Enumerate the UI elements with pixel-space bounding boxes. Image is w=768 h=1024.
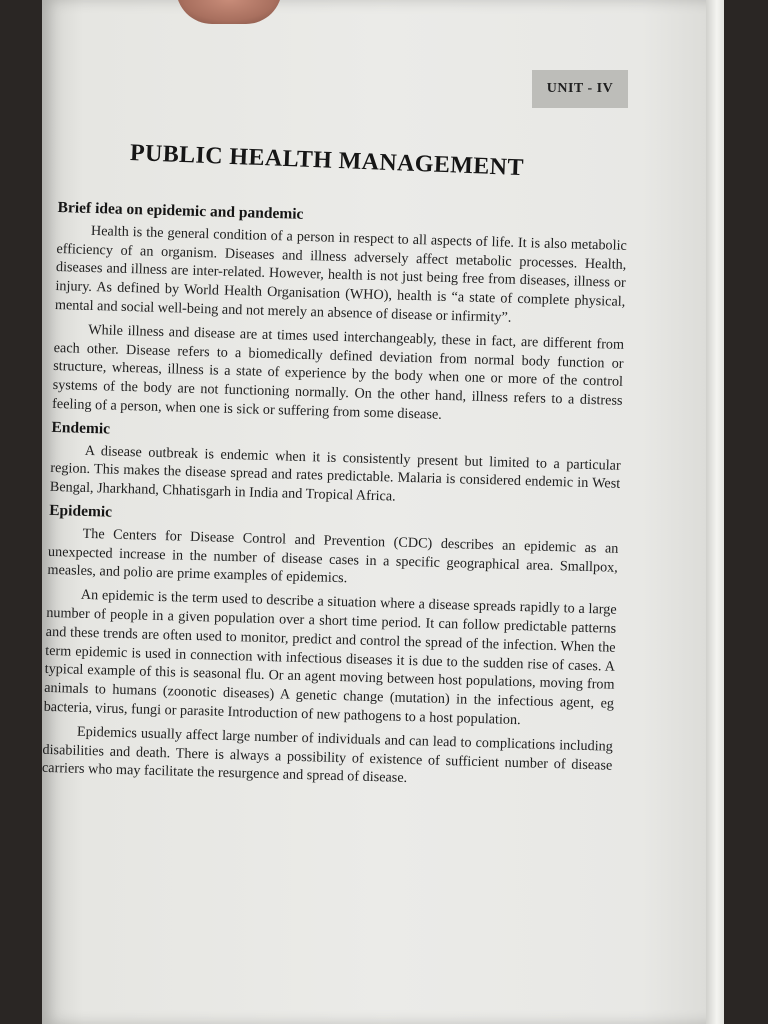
unit-label: UNIT - IV bbox=[532, 70, 628, 108]
body-text bbox=[42, 195, 628, 799]
paragraph: Epidemics usually affect large number of individuals and can lead to complications including disabilities and death. There is always a possibility of existence of sufficient number of disease carriers who may facilitate the resurgence and spread of disease. bbox=[41, 723, 614, 787]
page-title: PUBLIC HEALTH MANAGEMENT bbox=[129, 140, 525, 182]
paragraph: An epidemic is the term used to describe a situation where a disease spreads rapidly to a large number of people in a given population over a short time period. It can follow predictable patterns and these trends are often used to monitor, predict and control the spread of the infection. When the term epidemic is used in connection with infectious diseases it is due to the sudden rise of cases. A typical example of this is seasonal flu. Or an agent moving between host populations, moving from animals to humans (zoonotic diseases) A genetic change (mutation) in the infectious agent, eg bacteria, virus, fungi or parasite Introduction of new pathogens to a host population. bbox=[43, 586, 617, 729]
paragraph: Health is the general condition of a person in respect to all aspects of life. It is also metabolic efficiency of an organism. Diseases and illness adversely affect metabolic processes. Health, diseases and illness are inter-related. However, health is not just being free from diseases, illness or injury. As defined by World Health Organisation (WHO), health is “a state of complete physical, mental and social well-being and not merely an absence of disease or infirmity”. bbox=[54, 222, 628, 326]
section-heading-epidemic: Epidemic bbox=[48, 501, 113, 521]
paragraph: A disease outbreak is endemic when it is consistently present but limited to a particular region. This makes the disease spread and rates predictable. Malaria is considered endemic in West Bengal, Jharkhand, Chhatisgarh in India and Tropical Africa. bbox=[49, 442, 621, 505]
page-edge bbox=[706, 0, 724, 1024]
section-heading-endemic: Endemic bbox=[51, 418, 111, 438]
paragraph: While illness and disease are at times used interchangeably, these in fact, are different from each other. Disease refers to a biomedically defined deviation from normal body function or structure, whereas, illness is a state of experience by the body when one or more of the control systems of the body are not functioning normally. On the other hand, illness refers to a distress feeling of a person, when one is sick or suffering from some disease. bbox=[51, 321, 625, 423]
section-heading-brief: Brief idea on epidemic and pandemic bbox=[57, 198, 304, 223]
paragraph: The Centers for Disease Control and Prevention (CDC) describes an epidemic as an unexpected increase in the number of disease cases in a specific geographical area. Smallpox, measles, and polio are prime examples of epidemics. bbox=[47, 525, 619, 587]
